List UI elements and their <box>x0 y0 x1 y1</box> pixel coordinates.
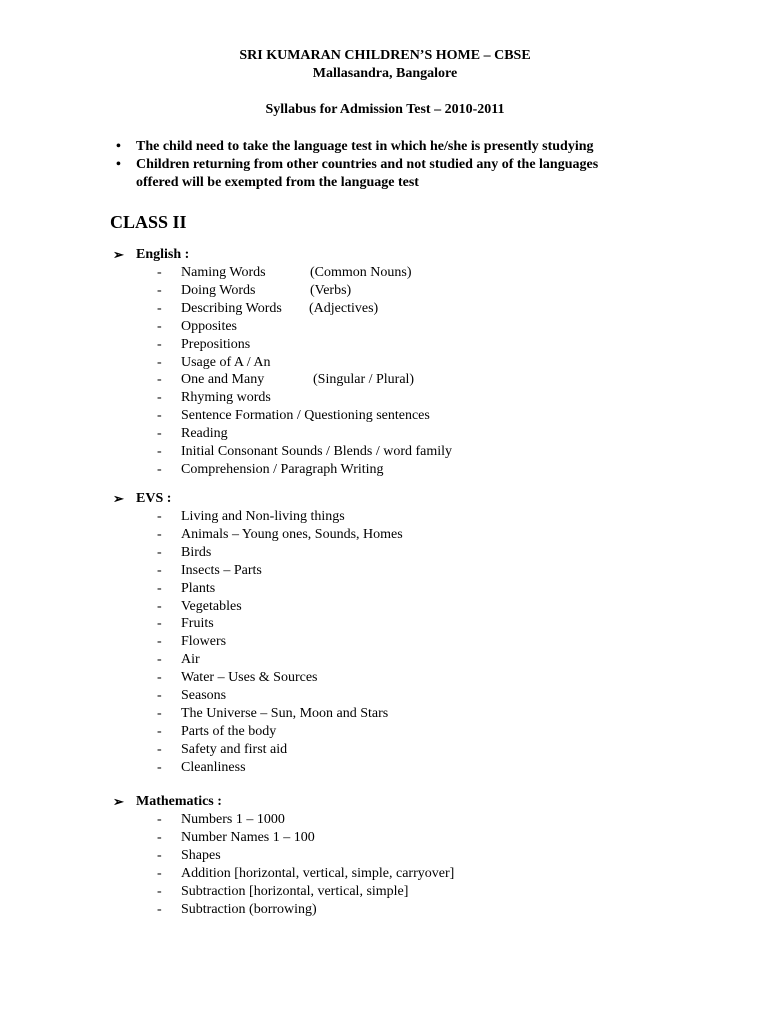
list-dash: - <box>157 724 162 739</box>
syllabus-item-text: Birds <box>181 545 212 560</box>
syllabus-item <box>181 669 318 687</box>
syllabus-item-text: Water – Uses & Sources <box>181 670 318 685</box>
syllabus-item <box>181 651 200 669</box>
syllabus-item <box>181 723 276 741</box>
syllabus-item-text: The Universe – Sun, Moon and Stars <box>181 706 389 721</box>
list-dash: - <box>157 283 162 298</box>
syllabus-item <box>181 829 315 847</box>
syllabus-item-text: Shapes <box>181 848 221 863</box>
syllabus-item-text: Animals – Young ones, Sounds, Homes <box>181 527 403 542</box>
syllabus-item-note: (Common Nouns) <box>310 265 412 280</box>
syllabus-item-text: Initial Consonant Sounds / Blends / word family <box>181 444 453 459</box>
list-dash: - <box>157 812 162 827</box>
list-dash: - <box>157 509 162 524</box>
syllabus-item-text: Safety and first aid <box>181 742 288 757</box>
syllabus-item <box>181 526 403 544</box>
instruction-text: offered will be exempted from the language test <box>136 175 419 190</box>
syllabus-item <box>181 300 379 318</box>
syllabus-item <box>181 407 430 425</box>
syllabus-item <box>181 282 352 300</box>
syllabus-item-text: Plants <box>181 581 216 596</box>
syllabus-item-text: Usage of A / An <box>181 355 271 370</box>
syllabus-item <box>181 741 287 759</box>
syllabus-title: Syllabus for Admission Test – 2010-2011 <box>265 102 505 117</box>
syllabus-item-note: (Verbs) <box>310 283 352 298</box>
syllabus-item <box>181 598 242 616</box>
section-heading-mathematics: Mathematics : <box>136 794 222 809</box>
syllabus-item <box>181 544 211 562</box>
arrow-bullet-icon: ➢ <box>113 491 124 506</box>
list-dash: - <box>157 866 162 881</box>
syllabus-item-text: Number Names 1 – 100 <box>181 830 315 845</box>
list-dash: - <box>157 337 162 352</box>
list-dash: - <box>157 426 162 441</box>
list-dash: - <box>157 742 162 757</box>
list-dash: - <box>157 848 162 863</box>
list-dash: - <box>157 372 162 387</box>
syllabus-item-text: Sentence Formation / Questioning sentences <box>181 408 430 423</box>
list-dash: - <box>157 390 162 405</box>
list-dash: - <box>157 581 162 596</box>
syllabus-item <box>181 811 285 829</box>
syllabus-item-text: Describing Words <box>181 301 282 316</box>
arrow-bullet-icon: ➢ <box>113 247 124 262</box>
syllabus-item-text: Fruits <box>181 616 214 631</box>
syllabus-item <box>181 580 215 598</box>
syllabus-item <box>181 615 214 633</box>
section-heading-evs: EVS : <box>136 491 172 506</box>
list-dash: - <box>157 884 162 899</box>
school-name: SRI KUMARAN CHILDREN’S HOME – CBSE <box>239 48 531 63</box>
syllabus-item <box>181 371 415 389</box>
syllabus-item <box>181 562 262 580</box>
syllabus-item <box>181 759 246 777</box>
syllabus-item <box>181 443 452 461</box>
syllabus-item <box>181 508 345 526</box>
syllabus-item <box>181 354 270 372</box>
syllabus-item-text: One and Many <box>181 372 265 387</box>
list-dash: - <box>157 355 162 370</box>
list-dash: - <box>157 902 162 917</box>
syllabus-item-text: Addition [horizontal, vertical, simple, carryover] <box>181 866 455 881</box>
syllabus-item <box>181 461 384 479</box>
syllabus-item-text: Rhyming words <box>181 390 271 405</box>
list-dash: - <box>157 670 162 685</box>
syllabus-item-text: Naming Words <box>181 265 266 280</box>
syllabus-item-text: Cleanliness <box>181 760 246 775</box>
syllabus-item-text: Numbers 1 – 1000 <box>181 812 285 827</box>
syllabus-item-text: Seasons <box>181 688 227 703</box>
class-title: CLASS II <box>110 212 187 232</box>
syllabus-item-text: Subtraction (borrowing) <box>181 902 317 917</box>
syllabus-item-text: Air <box>181 652 200 667</box>
list-dash: - <box>157 563 162 578</box>
syllabus-item <box>181 865 454 883</box>
syllabus-item-text: Parts of the body <box>181 724 277 739</box>
syllabus-item-text: Vegetables <box>181 599 242 614</box>
list-dash: - <box>157 688 162 703</box>
list-dash: - <box>157 545 162 560</box>
list-dash: - <box>157 319 162 334</box>
syllabus-item <box>181 425 228 443</box>
syllabus-item-note: (Singular / Plural) <box>313 372 415 387</box>
list-dash: - <box>157 599 162 614</box>
syllabus-item <box>181 901 317 919</box>
list-dash: - <box>157 634 162 649</box>
syllabus-item <box>181 847 221 865</box>
instruction-text: The child need to take the language test in which he/she is presently studying <box>136 139 594 154</box>
syllabus-item <box>181 883 408 901</box>
syllabus-item <box>181 336 250 354</box>
syllabus-item-text: Living and Non-living things <box>181 509 345 524</box>
syllabus-item <box>181 318 237 336</box>
syllabus-item-text: Subtraction [horizontal, vertical, simple] <box>181 884 409 899</box>
list-dash: - <box>157 527 162 542</box>
syllabus-item <box>181 633 226 651</box>
list-dash: - <box>157 830 162 845</box>
list-dash: - <box>157 760 162 775</box>
syllabus-item <box>181 264 412 282</box>
instruction-text: Children returning from other countries and not studied any of the languages <box>136 157 599 172</box>
list-dash: - <box>157 444 162 459</box>
list-dash: - <box>157 301 162 316</box>
syllabus-item-text: Reading <box>181 426 228 441</box>
syllabus-item-text: Insects – Parts <box>181 563 262 578</box>
syllabus-item <box>181 687 226 705</box>
list-dash: - <box>157 652 162 667</box>
arrow-bullet-icon: ➢ <box>113 794 124 809</box>
bullet-icon: • <box>116 139 121 154</box>
section-heading-english: English : <box>136 247 190 262</box>
syllabus-item-text: Comprehension / Paragraph Writing <box>181 462 384 477</box>
syllabus-item <box>181 705 388 723</box>
list-dash: - <box>157 706 162 721</box>
list-dash: - <box>157 408 162 423</box>
list-dash: - <box>157 462 162 477</box>
school-location: Mallasandra, Bangalore <box>312 66 458 81</box>
list-dash: - <box>157 616 162 631</box>
syllabus-item <box>181 389 271 407</box>
syllabus-item-text: Doing Words <box>181 283 256 298</box>
list-dash: - <box>157 265 162 280</box>
syllabus-item-text: Opposites <box>181 319 237 334</box>
bullet-icon: • <box>116 157 121 172</box>
syllabus-item-text: Flowers <box>181 634 227 649</box>
syllabus-item-text: Prepositions <box>181 337 251 352</box>
syllabus-item-note: (Adjectives) <box>309 301 379 316</box>
